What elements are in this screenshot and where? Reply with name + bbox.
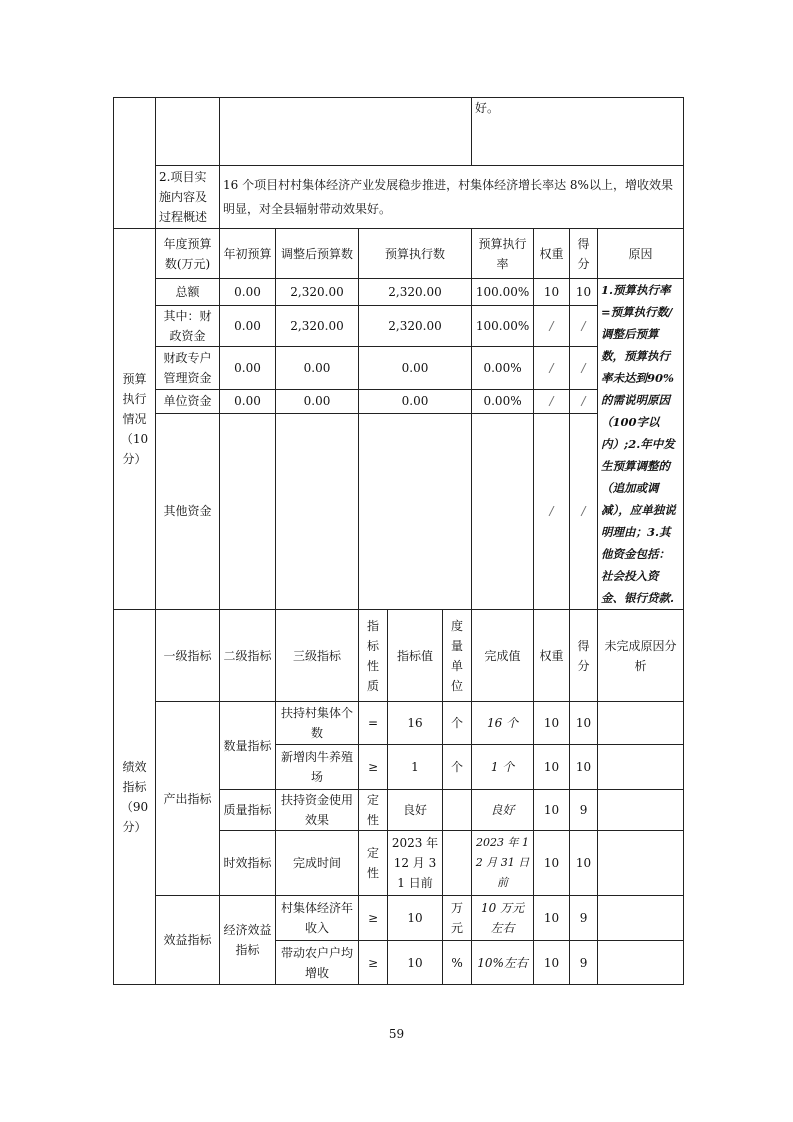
- adjusted-budget: 0.00: [276, 389, 359, 413]
- header-cell: 得分: [570, 229, 598, 279]
- header-cell: 未完成原因分析: [598, 610, 684, 702]
- score: /: [570, 347, 598, 389]
- level2-indicator: 质量指标: [220, 790, 276, 831]
- score: 9: [570, 896, 598, 941]
- indicator-row: [114, 896, 684, 941]
- level1-indicator: 产出指标: [156, 702, 220, 896]
- budget-section-label: 预算执行情况（10分）: [114, 229, 156, 610]
- weight: 10: [534, 941, 570, 985]
- execution-rate: [472, 413, 534, 609]
- initial-budget: 0.00: [220, 279, 276, 306]
- executed-budget: 2,320.00: [359, 279, 472, 306]
- adjusted-budget: 2,320.00: [276, 279, 359, 306]
- unit: 个: [443, 702, 472, 745]
- level3-indicator: 扶持村集体个数: [276, 702, 359, 745]
- score: /: [570, 413, 598, 609]
- reason: [598, 790, 684, 831]
- blank-cell: [220, 98, 472, 166]
- actual: 2023 年 12 月 31 日前: [472, 831, 534, 896]
- score: 10: [570, 831, 598, 896]
- header-cell: 指标性质: [359, 610, 388, 702]
- weight: 10: [534, 745, 570, 790]
- reason: [598, 941, 684, 985]
- weight: 10: [534, 279, 570, 306]
- weight: 10: [534, 790, 570, 831]
- header-cell: 度量单位: [443, 610, 472, 702]
- execution-rate: 100.00%: [472, 279, 534, 306]
- header-cell: 三级指标: [276, 610, 359, 702]
- execution-rate: 100.00%: [472, 306, 534, 347]
- level2-indicator: 时效指标: [220, 831, 276, 896]
- actual: 16 个: [472, 702, 534, 745]
- actual: 10%左右: [472, 941, 534, 985]
- actual: 1 个: [472, 745, 534, 790]
- indicator-row: [114, 702, 684, 745]
- initial-budget: 0.00: [220, 347, 276, 389]
- unit: 万元: [443, 896, 472, 941]
- row-label: 其他资金: [156, 413, 220, 609]
- target: 良好: [388, 790, 443, 831]
- previous-text-end: 好。: [472, 98, 684, 166]
- header-cell: 预算执行率: [472, 229, 534, 279]
- target: 10: [388, 941, 443, 985]
- level3-indicator: 村集体经济年收入: [276, 896, 359, 941]
- score: 9: [570, 941, 598, 985]
- adjusted-budget: [276, 413, 359, 609]
- header-cell: 二级指标: [220, 610, 276, 702]
- score: /: [570, 389, 598, 413]
- budget-reason: 1.预算执行率=预算执行数/调整后预算数，预算执行率未达到90%的需说明原因（100字以内）;2.年中发生预算调整的（追加或调减），应单独说明理由；3.其他资金包括：社会投入资金、银行贷款.: [598, 279, 684, 610]
- target: 16: [388, 702, 443, 745]
- level3-indicator: 带动农户户均增收: [276, 941, 359, 985]
- header-cell: 完成值: [472, 610, 534, 702]
- executed-budget: [359, 413, 472, 609]
- nature: 定性: [359, 831, 388, 896]
- actual: 10 万元左右: [472, 896, 534, 941]
- header-cell: 年初预算: [220, 229, 276, 279]
- performance-header-row: [114, 610, 684, 702]
- header-cell: 权重: [534, 229, 570, 279]
- blank-cell: [114, 98, 156, 229]
- executed-budget: 2,320.00: [359, 306, 472, 347]
- score: 10: [570, 745, 598, 790]
- score: 10: [570, 702, 598, 745]
- weight: /: [534, 413, 570, 609]
- initial-budget: 0.00: [220, 306, 276, 347]
- target: 10: [388, 896, 443, 941]
- weight: /: [534, 306, 570, 347]
- target: 1: [388, 745, 443, 790]
- level2-indicator: 经济效益指标: [220, 896, 276, 985]
- adjusted-budget: 2,320.00: [276, 306, 359, 347]
- impl-label: 2.项目实施内容及过程概述: [156, 166, 220, 229]
- execution-rate: 0.00%: [472, 389, 534, 413]
- target: 2023 年 12 月 31 日前: [388, 831, 443, 896]
- nature: ≥: [359, 941, 388, 985]
- weight: 10: [534, 702, 570, 745]
- header-cell: 预算执行数: [359, 229, 472, 279]
- score: 9: [570, 790, 598, 831]
- table-row: [114, 98, 684, 166]
- unit: [443, 790, 472, 831]
- unit: 个: [443, 745, 472, 790]
- row-label: 总额: [156, 279, 220, 306]
- score: /: [570, 306, 598, 347]
- nature: =: [359, 702, 388, 745]
- budget-row: [114, 279, 684, 306]
- performance-section-label: 绩效指标（90分）: [114, 610, 156, 985]
- header-cell: 权重: [534, 610, 570, 702]
- header-cell: 指标值: [388, 610, 443, 702]
- header-cell: 原因: [598, 229, 684, 279]
- row-label: 单位资金: [156, 389, 220, 413]
- header-cell: 年度预算数(万元): [156, 229, 220, 279]
- adjusted-budget: 0.00: [276, 347, 359, 389]
- table-row: [114, 166, 684, 229]
- weight: 10: [534, 831, 570, 896]
- nature: 定性: [359, 790, 388, 831]
- execution-rate: 0.00%: [472, 347, 534, 389]
- initial-budget: [220, 413, 276, 609]
- actual: 良好: [472, 790, 534, 831]
- reason: [598, 745, 684, 790]
- header-cell: 一级指标: [156, 610, 220, 702]
- unit: %: [443, 941, 472, 985]
- weight: /: [534, 347, 570, 389]
- level2-indicator: 数量指标: [220, 702, 276, 790]
- unit: [443, 831, 472, 896]
- page-number: 59: [388, 1027, 405, 1041]
- nature: ≥: [359, 896, 388, 941]
- executed-budget: 0.00: [359, 347, 472, 389]
- header-cell: 调整后预算数: [276, 229, 359, 279]
- level3-indicator: 新增肉牛养殖场: [276, 745, 359, 790]
- header-cell: 得分: [570, 610, 598, 702]
- row-label: 财政专户管理资金: [156, 347, 220, 389]
- row-label: 其中：财政资金: [156, 306, 220, 347]
- reason: [598, 831, 684, 896]
- initial-budget: 0.00: [220, 389, 276, 413]
- impl-text: 16 个项目村村集体经济产业发展稳步推进，村集体经济增长率达 8%以上，增收效果明显，对全县辐射带动效果好。: [220, 166, 684, 229]
- performance-evaluation-table: [113, 97, 684, 985]
- reason: [598, 896, 684, 941]
- weight: 10: [534, 896, 570, 941]
- budget-header-row: [114, 229, 684, 279]
- level1-indicator: 效益指标: [156, 896, 220, 985]
- executed-budget: 0.00: [359, 389, 472, 413]
- score: 10: [570, 279, 598, 306]
- nature: ≥: [359, 745, 388, 790]
- level3-indicator: 完成时间: [276, 831, 359, 896]
- blank-cell: [156, 98, 220, 166]
- reason: [598, 702, 684, 745]
- level3-indicator: 扶持资金使用效果: [276, 790, 359, 831]
- weight: /: [534, 389, 570, 413]
